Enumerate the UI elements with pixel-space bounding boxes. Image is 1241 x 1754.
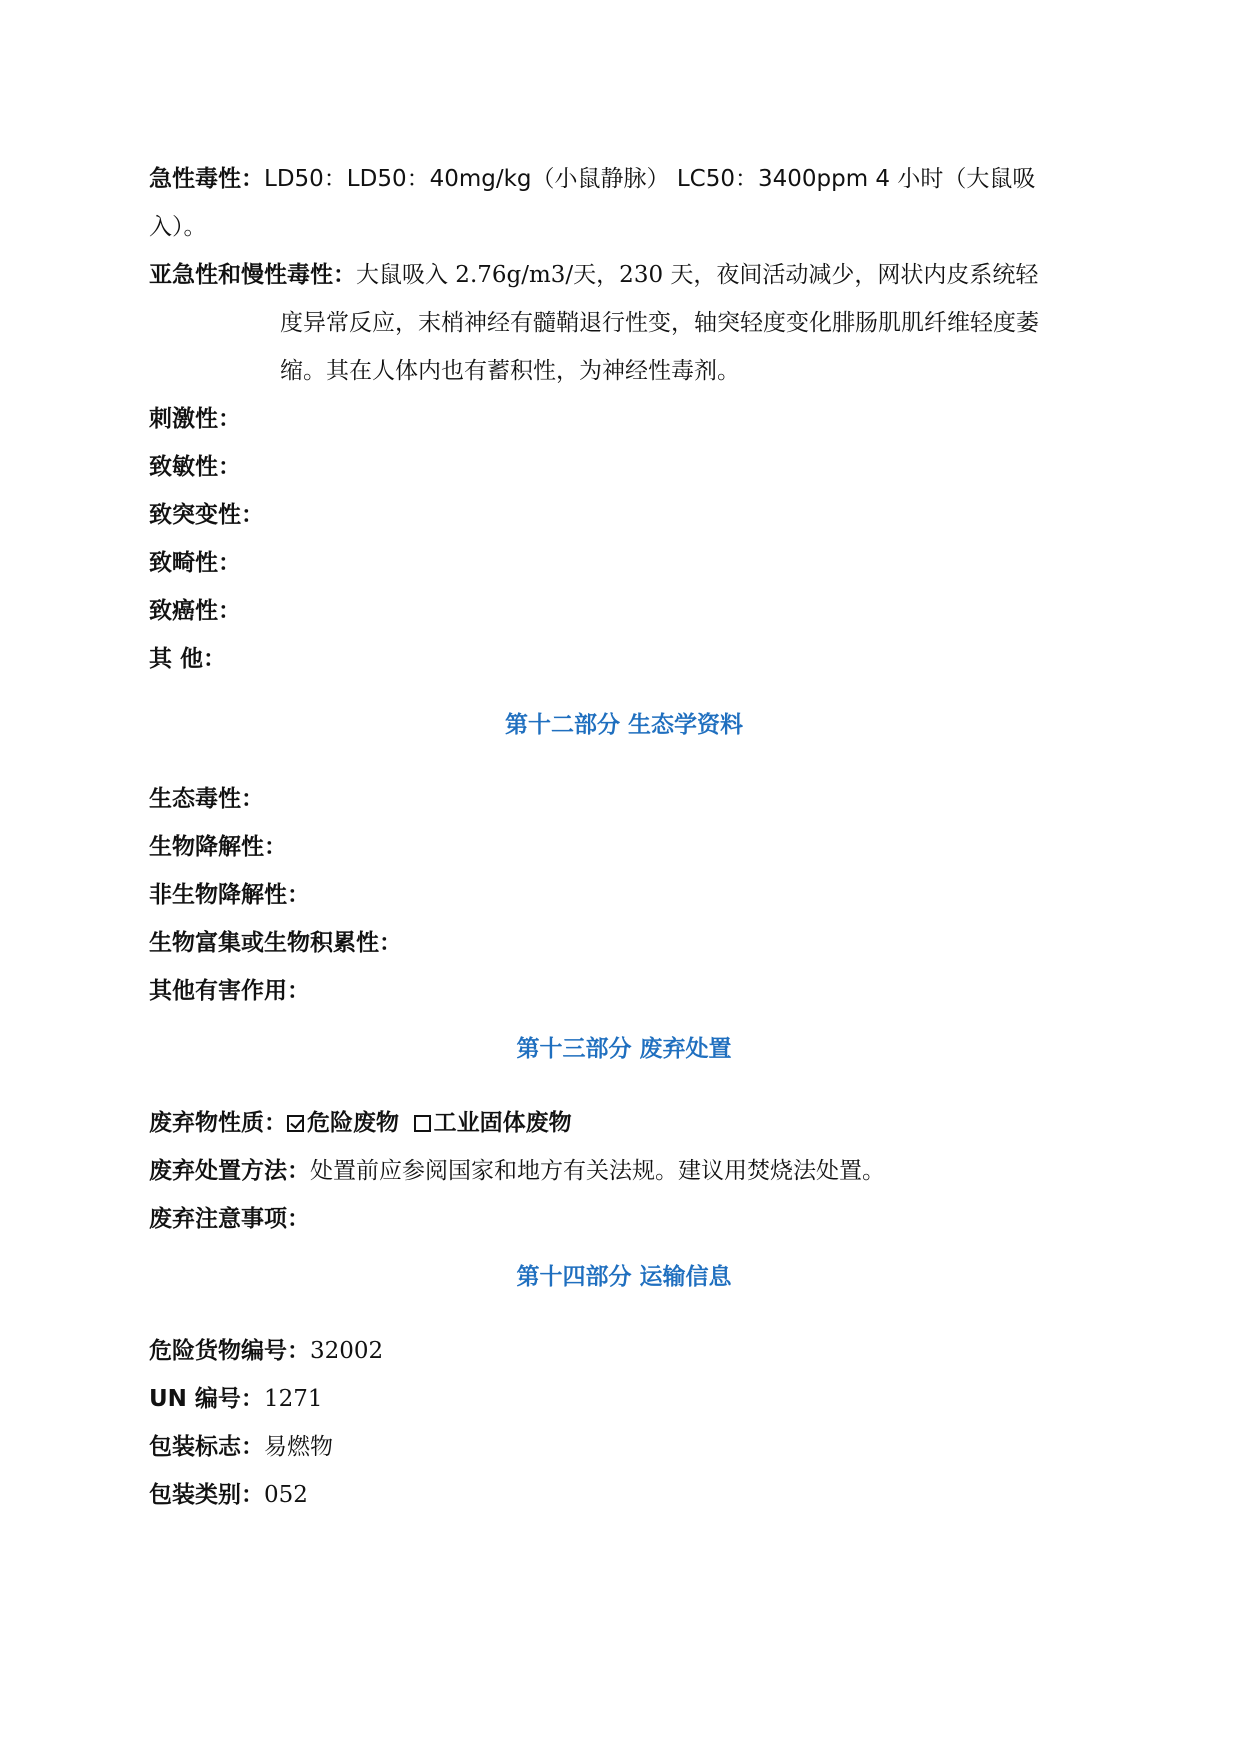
other-toxicity-row — [149, 635, 1099, 683]
pack-mark-row — [149, 1423, 1099, 1471]
acute-toxicity-value-cont: 入）。 — [149, 214, 207, 240]
eco-row-5 — [149, 967, 1099, 1015]
carcinogenicity-row — [149, 587, 1099, 635]
sensitization-row — [149, 443, 1099, 491]
mutagenicity-label: 致突变性： — [149, 502, 264, 528]
pack-class-label: 包装类别： — [149, 1482, 264, 1508]
industrial-waste-option: 工业固体废物 — [433, 1110, 572, 1136]
other-toxicity-label: 其 他： — [149, 646, 227, 672]
hazardous-waste-checkbox[interactable] — [287, 1115, 304, 1132]
eco-label: 生态毒性： — [149, 786, 264, 812]
acute-toxicity-value: LD50：LD50：40mg/kg（小鼠静脉） LC50：3400ppm 4 小时（大鼠吸 — [264, 166, 1036, 192]
acute-toxicity-line1 — [149, 155, 1099, 203]
subchronic-toxicity-label: 亚急性和慢性毒性： — [149, 262, 356, 288]
waste-notes-label: 废弃注意事项： — [149, 1206, 310, 1232]
subchronic-toxicity-line1 — [149, 251, 1099, 299]
subchronic-toxicity-value-cont2: 缩。其在人体内也有蓄积性，为神经性毒剂。 — [280, 358, 740, 384]
eco-label: 生物降解性： — [149, 834, 287, 860]
hazardous-waste-option: 危险废物 — [307, 1110, 399, 1136]
pack-class-value: 052 — [264, 1482, 308, 1508]
dg-number-row — [149, 1327, 1099, 1375]
section13-title: 第十三部分 废弃处置 — [516, 1036, 732, 1062]
un-number-label: UN 编号： — [149, 1386, 264, 1412]
subchronic-toxicity-line3 — [149, 347, 1099, 395]
waste-nature-row — [149, 1099, 1099, 1147]
dg-number-value: 32002 — [310, 1338, 384, 1364]
subchronic-toxicity-line2 — [149, 299, 1099, 347]
eco-label: 生物富集或生物积累性： — [149, 930, 402, 956]
pack-class-row — [149, 1471, 1099, 1519]
pack-mark-label: 包装标志： — [149, 1434, 264, 1460]
eco-row-4 — [149, 919, 1099, 967]
un-number-row — [149, 1375, 1099, 1423]
waste-method-label: 废弃处置方法： — [149, 1158, 310, 1184]
irritation-row — [149, 395, 1099, 443]
acute-toxicity-line2 — [149, 203, 1099, 251]
waste-method-value: 处置前应参阅国家和地方有关法规。建议用焚烧法处置。 — [310, 1158, 885, 1184]
subchronic-toxicity-value-cont1: 度异常反应，末梢神经有髓鞘退行性变，轴突轻度变化腓肠肌肌纤维轻度萎 — [280, 310, 1039, 336]
mutagenicity-row — [149, 491, 1099, 539]
waste-notes-row — [149, 1195, 1099, 1243]
industrial-waste-checkbox[interactable] — [414, 1115, 431, 1132]
eco-row-1 — [149, 775, 1099, 823]
waste-nature-label: 废弃物性质： — [149, 1110, 287, 1136]
section12-title: 第十二部分 生态学资料 — [504, 712, 743, 738]
section14-title: 第十四部分 运输信息 — [516, 1264, 732, 1290]
teratogenicity-row — [149, 539, 1099, 587]
dg-number-label: 危险货物编号： — [149, 1338, 310, 1364]
eco-row-3 — [149, 871, 1099, 919]
document-content — [149, 155, 1099, 1519]
teratogenicity-label: 致畸性： — [149, 550, 241, 576]
carcinogenicity-label: 致癌性： — [149, 598, 241, 624]
eco-row-2 — [149, 823, 1099, 871]
waste-method-row — [149, 1147, 1099, 1195]
un-number-value: 1271 — [263, 1386, 323, 1412]
sensitization-label: 致敏性： — [149, 454, 241, 480]
eco-label: 非生物降解性： — [149, 882, 310, 908]
eco-label: 其他有害作用： — [149, 978, 310, 1004]
pack-mark-value: 易燃物 — [264, 1434, 333, 1460]
acute-toxicity-label: 急性毒性： — [149, 166, 264, 192]
irritation-label: 刺激性： — [149, 406, 241, 432]
subchronic-toxicity-value: 大鼠吸入 2.76g/m3/天，230 天，夜间活动减少，网状内皮系统轻 — [356, 262, 1039, 288]
